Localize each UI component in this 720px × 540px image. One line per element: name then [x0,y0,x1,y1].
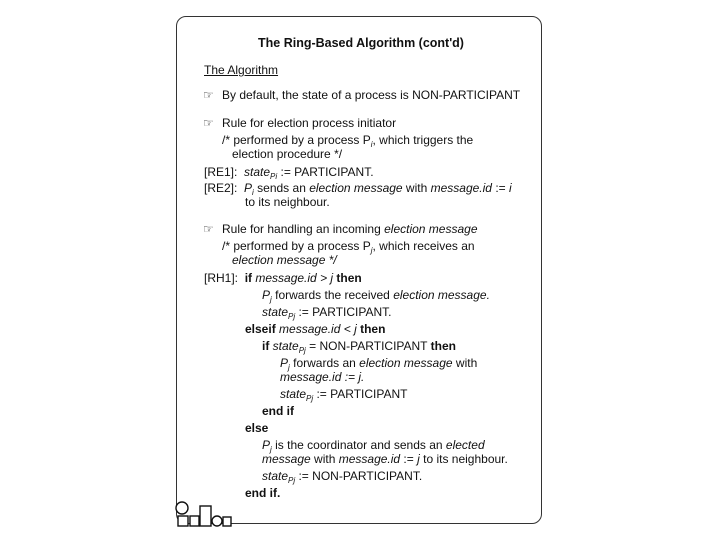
rh1-elseif: elseif message.id < j then [245,322,386,336]
initiator-comment-line2: election procedure */ [232,147,343,161]
rh1-line-state: state$_{Pj}$ := PARTICIPANT. [262,305,392,321]
rh1-rule: [RH1]: if message.id > j then [204,271,362,285]
pointing-hand-icon: ☞ [203,222,214,236]
bullet-default-state: By default, the state of a process is NON-PARTICIPANT [222,88,521,102]
pointing-hand-icon: ☞ [203,116,214,130]
decorative-shapes-logo [172,500,242,528]
incoming-comment-line2: election message */ [232,253,337,267]
rh1-coordinator: $P_j$ is the coordinator and sends an elected [262,438,485,454]
rh1-inner-if: if state$_{Pj}$ = NON-PARTICIPANT then [262,339,456,355]
rh1-coordinator-line2: message with message.id := j to its neighbour. [262,452,508,466]
rh1-end-if-outer: end if. [245,486,281,500]
initiator-comment: /* performed by a process $P_i$, which triggers the [222,133,474,149]
bullet-election-initiator: Rule for election process initiator [222,116,397,130]
rh1-else: else [245,421,269,435]
rh1-line-forward: $P_j$ forwards the received election message. [262,288,490,304]
rh1-end-if-inner: end if [262,404,294,418]
rh1-inner-forward: $P_j$ forwards an election message with [280,356,478,372]
rh1-inner-state: state$_{Pj}$ := PARTICIPANT [280,387,408,403]
re2-rule-line2: to its neighbour. [245,195,330,209]
re2-rule: [RE2]: $P_i$ sends an election message with message.id := i [204,181,512,197]
incoming-comment: /* performed by a process $P_j$, which receives an [222,239,475,255]
rh1-inner-message-id: message.id := j. [280,370,365,384]
bullet-incoming-rule: Rule for handling an incoming election message [222,222,478,236]
page-title: The Ring-Based Algorithm (cont'd) [258,36,464,50]
pointing-hand-icon: ☞ [203,88,214,102]
rh1-coordinator-state: state$_{Pj}$ := NON-PARTICIPANT. [262,469,423,485]
section-heading: The Algorithm [204,63,279,77]
re1-rule: [RE1]: state$_{Pi}$ := PARTICIPANT. [204,165,374,181]
